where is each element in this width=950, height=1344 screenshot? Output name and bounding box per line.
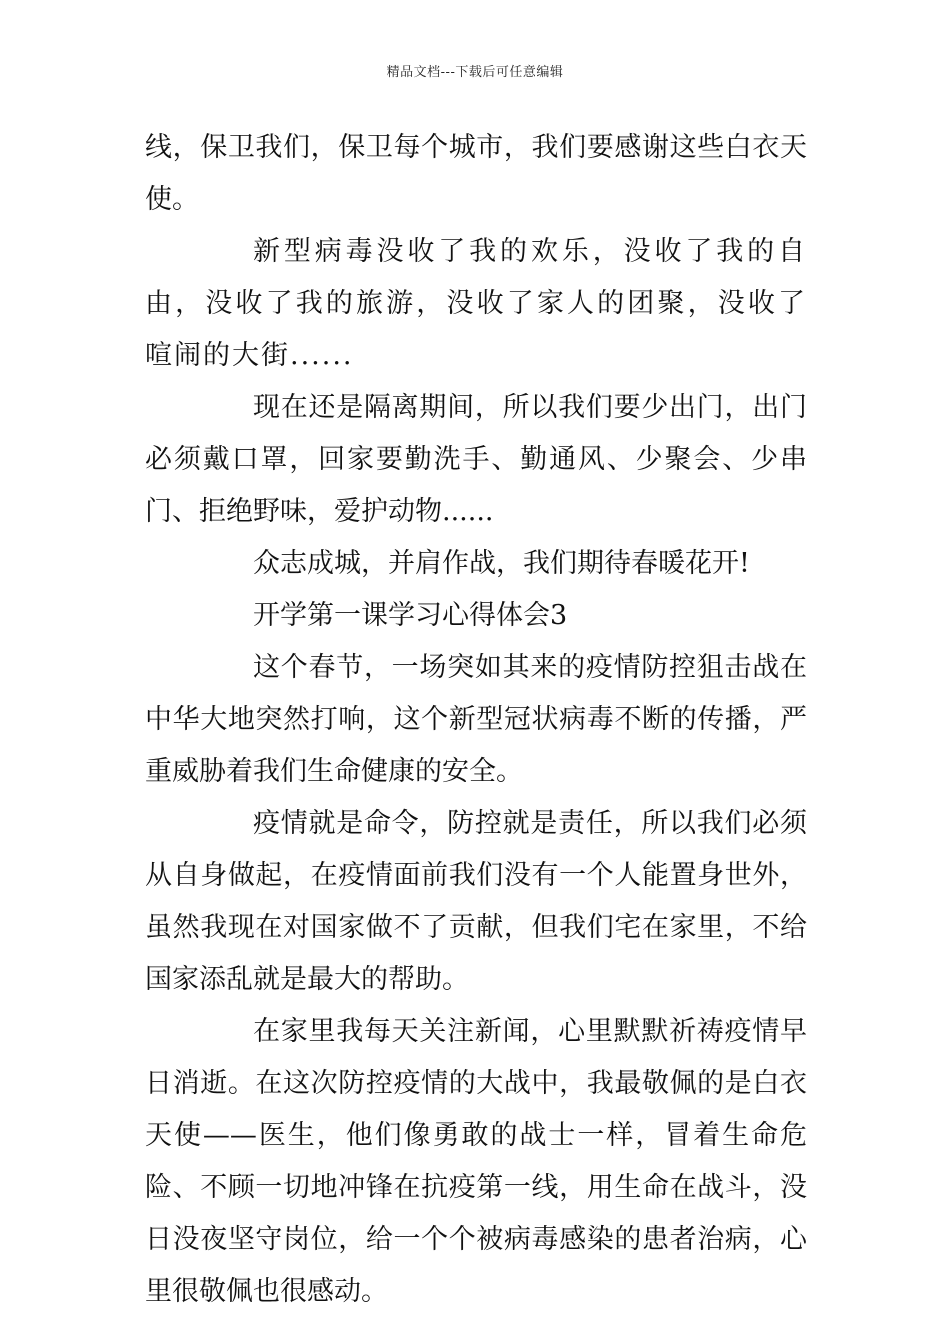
paragraph-continuation: 线，保卫我们，保卫每个城市，我们要感谢这些白衣天使。 (145, 132, 807, 215)
document-body (145, 122, 807, 1318)
paragraph: 这个春节，一场突如其来的疫情防控狙击战在中华大地突然打响，这个新型冠状病毒不断的传播，严重威胁着我们生命健康的安全。 (145, 652, 807, 787)
paragraph: 疫情就是命令，防控就是责任，所以我们必须从自身做起，在疫情面前我们没有一个人能置身世外，虽然我现在对国家做不了贡献，但我们宅在家里，不给国家添乱就是最大的帮助。 (145, 808, 807, 995)
page-header: 精品文档---下载后可任意编辑 (386, 65, 564, 80)
section-title: 开学第一课学习心得体会3 (253, 600, 568, 631)
paragraph: 新型病毒没收了我的欢乐，没收了我的自由，没收了我的旅游，没收了家人的团聚，没收了喧闹的大街...... (145, 236, 807, 371)
paragraph: 众志成城，并肩作战，我们期待春暖花开! (253, 548, 750, 579)
paragraph: 在家里我每天关注新闻，心里默默祈祷疫情早日消逝。在这次防控疫情的大战中，我最敬佩的是白衣天使——医生，他们像勇敢的战士一样，冒着生命危险、不顾一切地冲锋在抗疫第一线，用生命在战斗，没日没夜坚守岗位，给一个个被病毒感染的患者治病，心里很敬佩也很感动。 (145, 1016, 807, 1307)
paragraph: 现在还是隔离期间，所以我们要少出门，出门必须戴口罩，回家要勤洗手、勤通风、少聚会、少串门、拒绝野味，爱护动物...... (145, 392, 807, 527)
